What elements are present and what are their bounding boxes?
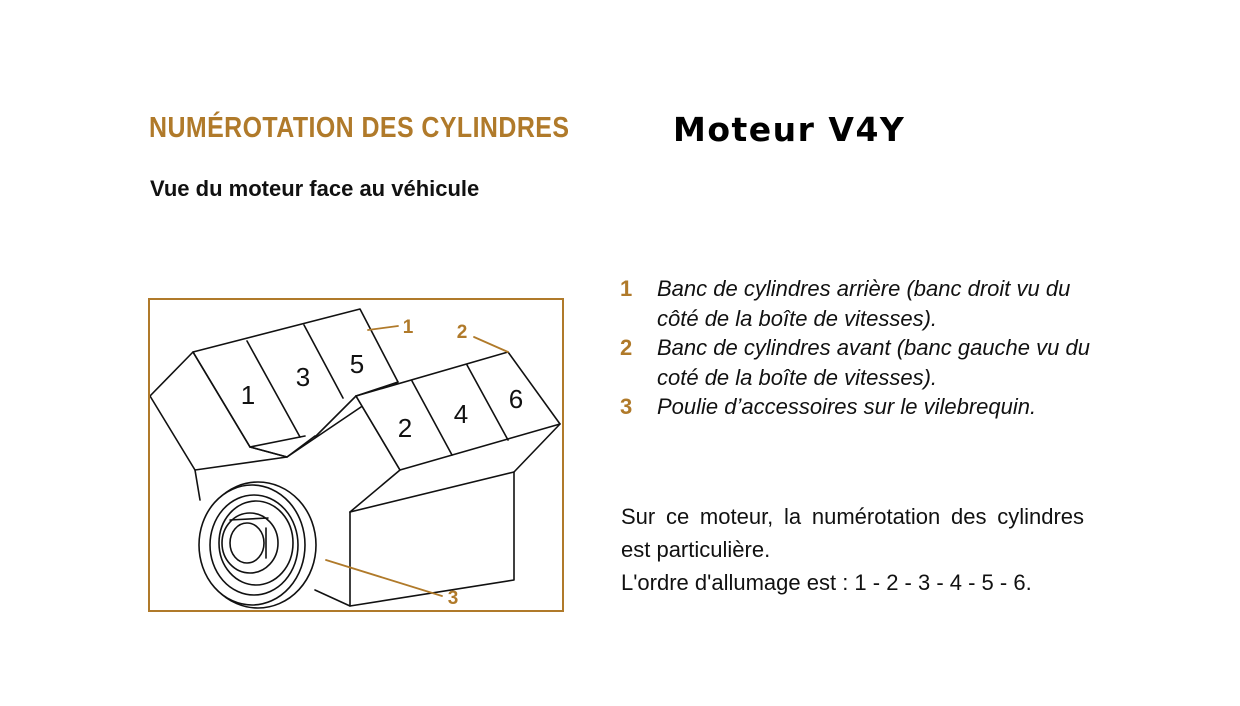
- legend-text: Poulie d’accessoires sur le vilebrequin.: [657, 394, 1037, 419]
- view-subtitle: Vue du moteur face au véhicule: [150, 176, 480, 201]
- callout-label-3: 3: [447, 588, 459, 609]
- engine-model: Moteur V4Y: [673, 110, 906, 149]
- cylinder-label-2: 2: [397, 413, 413, 443]
- callout-label-1: 1: [402, 317, 414, 338]
- legend-number: 3: [620, 394, 633, 419]
- cylinder-label-3: 3: [295, 362, 311, 392]
- cylinder-label-1: 1: [240, 380, 256, 410]
- page-title: NUMÉROTATION DES CYLINDRES: [149, 112, 570, 144]
- cylinder-label-6: 6: [508, 384, 524, 414]
- legend-list: [620, 274, 1090, 422]
- numbering-note: [621, 500, 1084, 599]
- cylinder-label-4: 4: [453, 399, 469, 429]
- legend-text: Banc de cylindres arrière (banc droit vu du côté de la boîte de vitesses).: [657, 276, 1071, 331]
- engine-drawing: [150, 300, 562, 610]
- legend-item: [620, 333, 1090, 392]
- engine-diagram: [148, 298, 564, 612]
- accessory-pulley: [199, 482, 316, 608]
- callout-label-2: 2: [456, 322, 468, 343]
- legend-item: [620, 392, 1090, 422]
- note-numbering: Sur ce moteur, la numérotation des cylindres est particulière.: [621, 504, 1084, 562]
- legend-number: 1: [620, 276, 633, 301]
- legend-text: Banc de cylindres avant (banc gauche vu du coté de la boîte de vitesses).: [657, 335, 1090, 390]
- cylinder-label-5: 5: [349, 349, 365, 379]
- rear-cylinder-bank: [150, 309, 398, 457]
- legend-number: 2: [620, 335, 633, 360]
- note-firing-order: L'ordre d'allumage est : 1 - 2 - 3 - 4 - 5 - 6.: [621, 570, 1032, 595]
- legend-item: [620, 274, 1090, 333]
